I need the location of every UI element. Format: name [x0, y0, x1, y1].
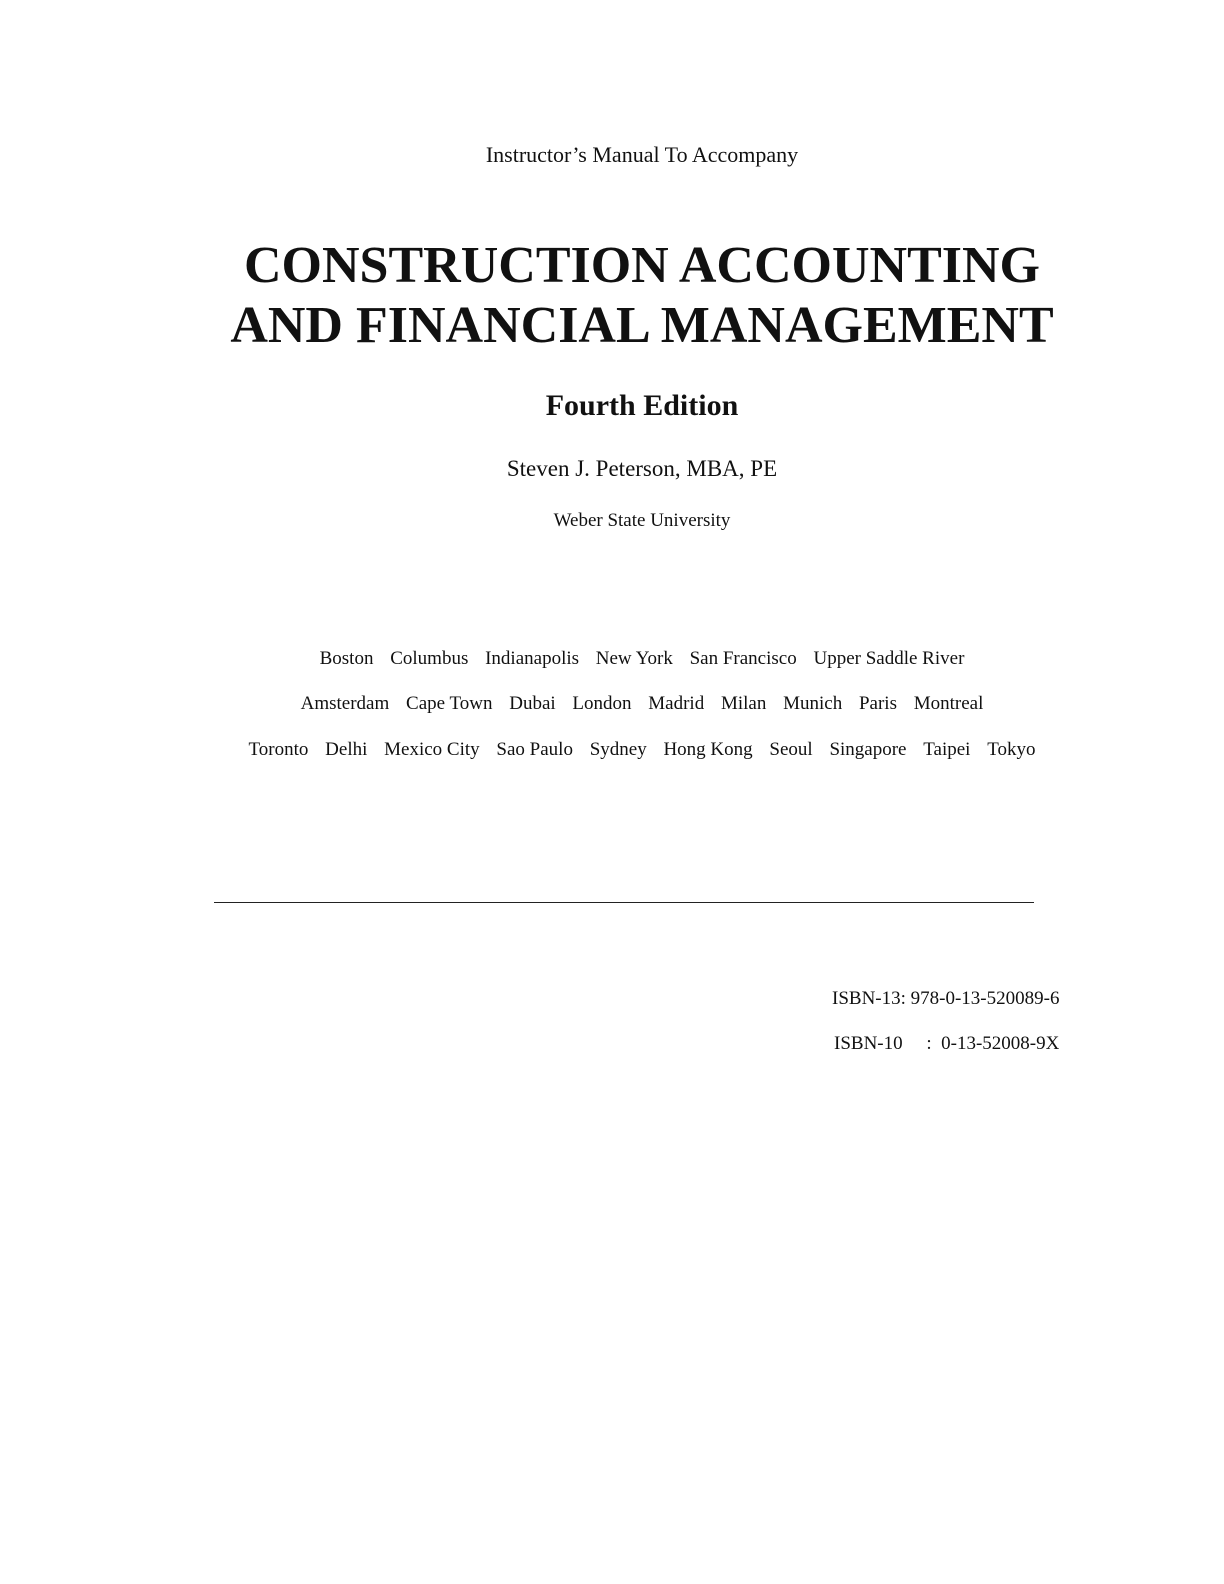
city: Upper Saddle River — [813, 648, 965, 669]
author-affiliation: Weber State University — [553, 510, 731, 531]
city: Madrid — [648, 693, 705, 714]
city: Delhi — [325, 739, 368, 760]
city: Sao Paulo — [496, 739, 573, 760]
publisher-cities-row-1 — [0, 648, 1224, 670]
book-title-line-1: CONSTRUCTION ACCOUNTING — [244, 237, 1040, 294]
edition-label: Fourth Edition — [545, 389, 739, 422]
isbn-13: ISBN-13: 978-0-13-520089-6 — [832, 988, 1060, 1009]
city: Dubai — [509, 693, 556, 714]
publisher-cities-row-3 — [0, 739, 1224, 761]
author-name: Steven J. Peterson, MBA, PE — [506, 456, 778, 481]
city: Boston — [319, 648, 374, 669]
book-title — [0, 236, 1224, 356]
publisher-cities-row-2 — [0, 693, 1224, 715]
accompany-line: Instructor’s Manual To Accompany — [485, 142, 799, 167]
city: Seoul — [769, 739, 813, 760]
city: Taipei — [923, 739, 971, 760]
city: Tokyo — [987, 739, 1036, 760]
horizontal-rule — [214, 902, 1034, 903]
city: Toronto — [248, 739, 309, 760]
city: Singapore — [829, 739, 907, 760]
city: Indianapolis — [485, 648, 580, 669]
city: Columbus — [390, 648, 469, 669]
isbn-10: ISBN-10 : 0-13-52008-9X — [834, 1033, 1060, 1054]
city: Munich — [783, 693, 843, 714]
city: Milan — [720, 693, 767, 714]
city: New York — [595, 648, 673, 669]
city: Cape Town — [406, 693, 493, 714]
city: Sydney — [589, 739, 647, 760]
book-title-line-2: AND FINANCIAL MANAGEMENT — [230, 297, 1054, 354]
city: Hong Kong — [663, 739, 753, 760]
city: San Francisco — [689, 648, 797, 669]
city: London — [572, 693, 632, 714]
city: Paris — [858, 693, 897, 714]
city: Mexico City — [384, 739, 480, 760]
city: Montreal — [913, 693, 984, 714]
city: Amsterdam — [300, 693, 390, 714]
